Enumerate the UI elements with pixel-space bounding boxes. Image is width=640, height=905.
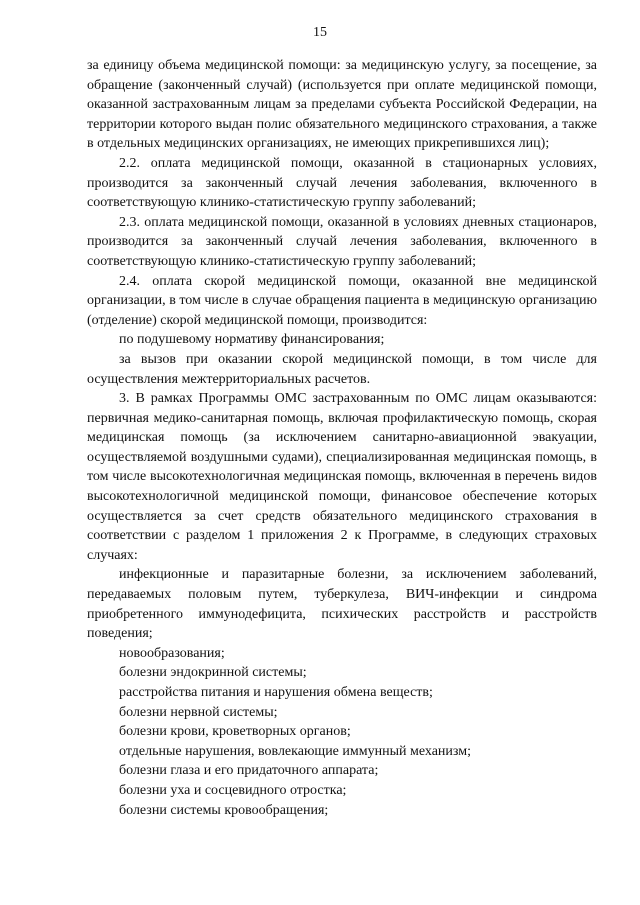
document-body <box>87 56 597 820</box>
paragraph-2-2: 2.2. оплата медицинской помощи, оказанной в стационарных условиях, производится за законченный случай лечения заболевания, включенного в соответствующую клинико-статистическую группу заболеваний; <box>87 155 597 211</box>
paragraph-unit-of-care: за единицу объема медицинской помощи: за медицинскую услугу, за посещение, за обращение (законченный случай) (используется при оплате медицинской помощи, оказанной застрахованным лицам за пределами субъекта Российской Федерации, на территории которого выдан полис обязательного медицинского страхования, а также в отдельных медицинских организациях, не имеющих прикрепившихся лиц); <box>87 58 597 152</box>
paragraph-3: 3. В рамках Программы ОМС застрахованным по ОМС лицам оказываются: первичная медико-санитарная помощь, включая профилактическую помощь, скорая медицинская помощь (за исключением санитарно-авиационной эвакуации, осуществляемой воздушными судами), специализированная медицинская помощь, в том числе высокотехнологичная медицинская помощь, включенная в перечень видов высокотехнологичной медицинской помощи, финансовое обеспечение которых осуществляется за счет средств обязательного медицинского страхования в соответствии с разделом 1 приложения 2 к Программе, в следующих страховых случаях: <box>87 391 597 563</box>
list-item-neoplasms: новообразования; <box>119 645 225 661</box>
list-item-circulatory: болезни системы кровообращения; <box>119 802 329 818</box>
list-item-nutrition: расстройства питания и нарушения обмена веществ; <box>119 685 433 700</box>
paragraph-2-4: 2.4. оплата скорой медицинской помощи, оказанной вне медицинской организации, в том числе в случае обращения пациента в медицинскую организацию (отделение) скорой медицинской помощи, производится: <box>87 273 597 328</box>
list-item-eye: болезни глаза и его придаточного аппарата; <box>119 763 379 779</box>
paragraph-2-3: 2.3. оплата медицинской помощи, оказанной в условиях дневных стационаров, производится за законченный случай лечения заболевания, включенного в соответствующую клинико-статистическую группу заболеваний; <box>87 214 597 269</box>
list-item-per-call: за вызов при оказании скорой медицинской помощи, в том числе для осуществления межтерриториальных расчетов. <box>87 351 597 387</box>
list-item-ear: болезни уха и сосцевидного отростка; <box>119 782 347 798</box>
page-number: 15 <box>313 25 327 40</box>
list-item-infectious: инфекционные и паразитарные болезни, за исключением заболеваний, передаваемых половым путем, туберкулеза, ВИЧ-инфекции и синдрома приобретенного иммунодефицита, психических расстройств и расстройств поведения; <box>87 567 597 642</box>
list-item-per-capita: по подушевому нормативу финансирования; <box>119 332 385 348</box>
list-item-nervous: болезни нервной системы; <box>119 704 278 720</box>
list-item-endocrine: болезни эндокринной системы; <box>119 665 307 681</box>
list-item-immune: отдельные нарушения, вовлекающие иммунный механизм; <box>119 743 471 759</box>
list-item-blood: болезни крови, кроветворных органов; <box>119 724 351 740</box>
